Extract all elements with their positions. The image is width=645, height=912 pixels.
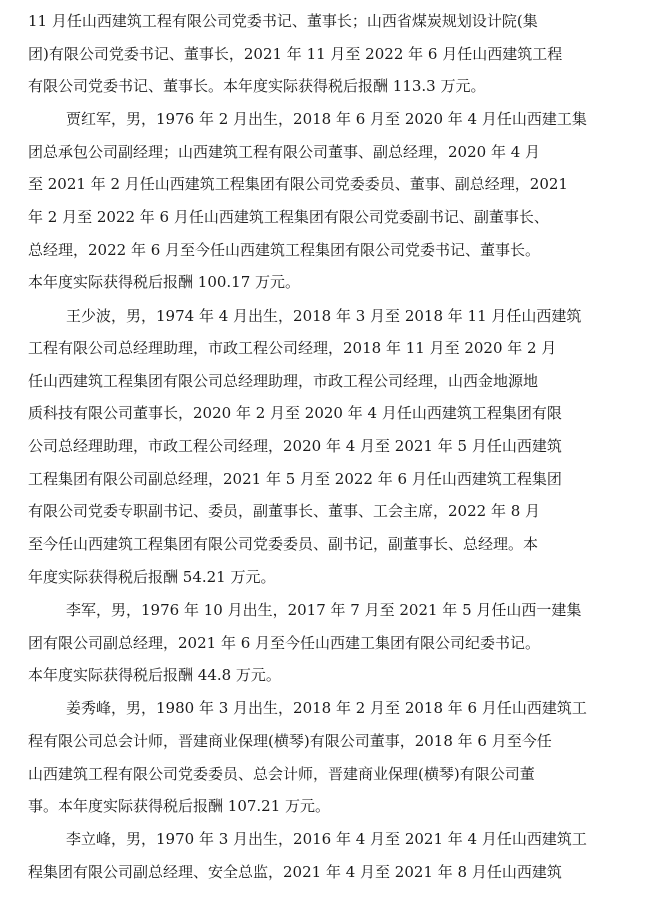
- text-line-10: 王少波，男，1974 年 4 月出生，2018 年 3 月至 2018 年 11 月任山西建筑: [66, 307, 582, 325]
- text-line-1: 11 月任山西建筑工程有限公司党委书记、董事长；山西省煤炭规划设计院(集: [28, 12, 538, 30]
- text-line-4: 贾红军，男，1976 年 2 月出生，2018 年 6 月至 2020 年 4 月任山西建工集: [66, 110, 587, 128]
- text-line-15: 工程集团有限公司副总经理，2021 年 5 月至 2022 年 6 月任山西建筑工程集团: [28, 470, 562, 488]
- text-line-12: 任山西建筑工程集团有限公司总经理助理，市政工程公司经理，山西金地源地: [28, 372, 539, 390]
- text-line-19: 李军，男，1976 年 10 月出生，2017 年 7 月至 2021 年 5 月任山西一建集: [66, 601, 582, 619]
- text-line-11: 工程有限公司总经理助理，市政工程公司经理，2018 年 11 月至 2020 年 2 月: [28, 339, 557, 357]
- text-line-3: 有限公司党委书记、董事长。本年度实际获得税后报酬 113.3 万元。: [28, 77, 486, 95]
- text-line-27: 程集团有限公司副总经理、安全总监，2021 年 4 月至 2021 年 8 月任山西建筑: [28, 863, 562, 881]
- text-line-8: 总经理，2022 年 6 月至今任山西建筑工程集团有限公司党委书记、董事长。: [28, 241, 541, 259]
- text-line-7: 年 2 月至 2022 年 6 月任山西建筑工程集团有限公司党委副书记、副董事长、: [28, 208, 549, 226]
- text-line-23: 程有限公司总会计师，晋建商业保理(横琴)有限公司董事，2018 年 6 月至今任: [28, 732, 552, 750]
- text-line-26: 李立峰，男，1970 年 3 月出生，2016 年 4 月至 2021 年 4 月任山西建筑工: [66, 830, 587, 848]
- text-line-13: 质科技有限公司董事长，2020 年 2 月至 2020 年 4 月任山西建筑工程集团有限: [28, 404, 562, 422]
- text-line-17: 至今任山西建筑工程集团有限公司党委委员、副书记，副董事长、总经理。本: [28, 535, 539, 553]
- text-line-5: 团总承包公司副经理；山西建筑工程有限公司董事、副总经理，2020 年 4 月: [28, 143, 541, 161]
- text-line-24: 山西建筑工程有限公司党委委员、总会计师，晋建商业保理(横琴)有限公司董: [28, 765, 535, 783]
- text-line-21: 本年度实际获得税后报酬 44.8 万元。: [28, 666, 281, 684]
- text-line-9: 本年度实际获得税后报酬 100.17 万元。: [28, 273, 301, 291]
- text-line-20: 团有限公司副总经理，2021 年 6 月至今任山西建工集团有限公司纪委书记。: [28, 634, 541, 652]
- text-line-14: 公司总经理助理，市政工程公司经理，2020 年 4 月至 2021 年 5 月任山西建筑: [28, 437, 562, 455]
- text-line-2: 团)有限公司党委书记、董事长，2021 年 11 月至 2022 年 6 月任山西建筑工程: [28, 45, 563, 63]
- text-line-18: 年度实际获得税后报酬 54.21 万元。: [28, 568, 276, 586]
- text-line-16: 有限公司党委专职副书记、委员，副董事长、董事、工会主席，2022 年 8 月: [28, 502, 541, 520]
- text-line-6: 至 2021 年 2 月任山西建筑工程集团有限公司党委委员、董事、副总经理，2021: [28, 175, 568, 193]
- text-line-25: 事。本年度实际获得税后报酬 107.21 万元。: [28, 797, 331, 815]
- text-line-22: 姜秀峰，男，1980 年 3 月出生，2018 年 2 月至 2018 年 6 月任山西建筑工: [66, 699, 587, 717]
